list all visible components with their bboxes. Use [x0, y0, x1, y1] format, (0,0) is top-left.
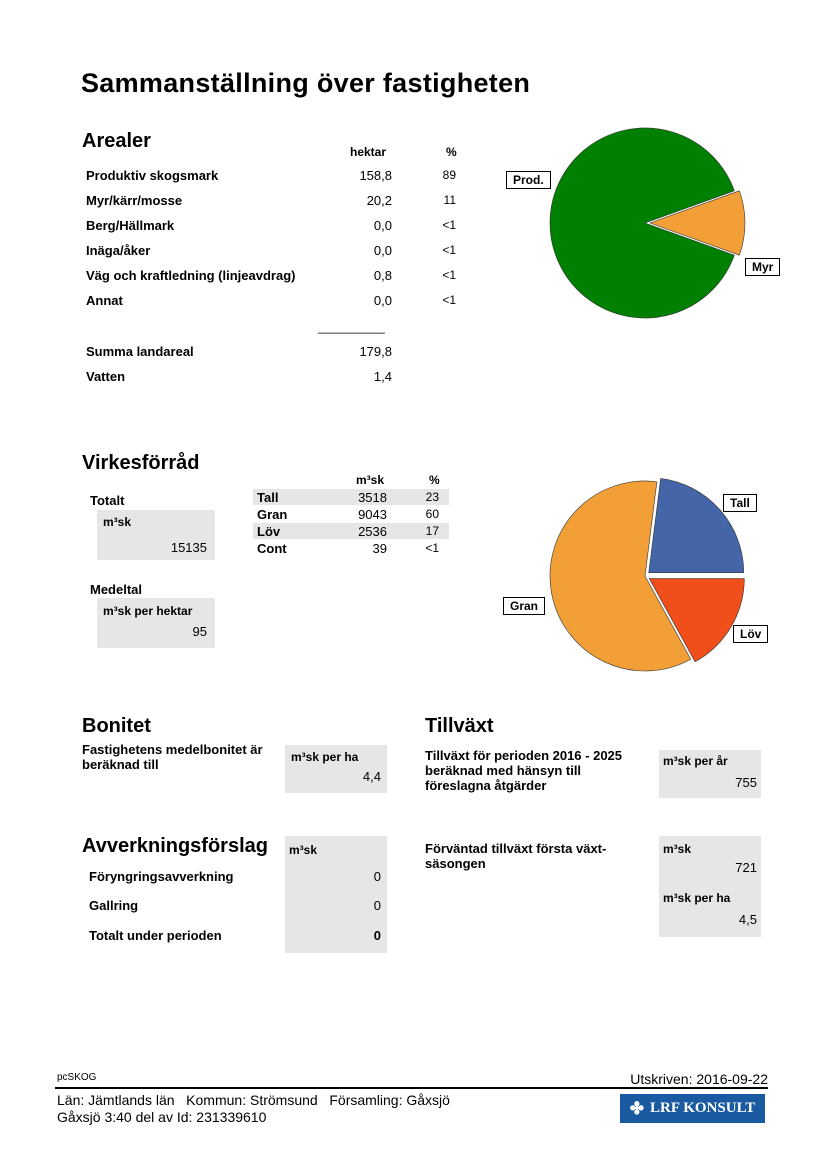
arealer-row-pct: <1: [442, 268, 456, 282]
virke-row-pct: <1: [425, 541, 439, 555]
avverkning-value-gallring: 0: [373, 898, 381, 913]
totalt-box: [97, 510, 215, 560]
virke-row: [253, 539, 449, 557]
arealer-row: [86, 168, 466, 193]
summa-landareal-label: Summa landareal: [86, 344, 194, 359]
page-title: Sammanställning över fastigheten: [81, 68, 531, 98]
arealer-row-pct: <1: [442, 293, 456, 307]
arealer-row: [86, 193, 466, 218]
virke-row-label: Tall: [257, 490, 279, 505]
medeltal-unit: m³sk per hektar: [103, 604, 193, 618]
arealer-row-hektar: 20,2: [366, 193, 392, 208]
tillvaxt-value: 755: [735, 775, 757, 790]
totalt-label: Totalt: [90, 493, 125, 508]
totalt-unit: m³sk: [103, 515, 132, 529]
arealer-row: [86, 218, 466, 243]
avverkning-label-foryngring: Föryngringsavverkning: [89, 869, 234, 884]
virke-table: [253, 489, 449, 557]
pie-label-tall: Tall: [723, 494, 757, 512]
tillvaxt-heading: Tillväxt: [425, 715, 494, 737]
pie-label-gran: Gran: [503, 597, 545, 615]
forvantad-box: [659, 836, 761, 937]
medeltal-label: Medeltal: [90, 582, 143, 597]
pie-slice-tall: [649, 478, 744, 572]
forvantad-unit1: m³sk: [663, 842, 692, 856]
pie-label-lov: Löv: [733, 625, 768, 643]
arealer-row-label: Myr/kärr/mosse: [86, 193, 183, 208]
arealer-row-label: Berg/Hällmark: [86, 218, 175, 233]
arealer-col-hektar: hektar: [350, 145, 387, 159]
footer-property: Gåxsjö 3:40 del av Id: 231339610: [57, 1109, 267, 1125]
arealer-row-label: Produktiv skogsmark: [86, 168, 219, 183]
avverkning-label-totalt: Totalt under perioden: [89, 928, 222, 943]
arealer-divider: __________: [318, 320, 385, 334]
virke-row: [253, 523, 449, 539]
virke-row-m3sk: 9043: [358, 507, 387, 522]
arealer-row: [86, 293, 466, 318]
forvantad-text: Förväntad tillväxt första växt-säsongen: [425, 841, 607, 871]
avverkning-heading: Avverkningsförslag: [82, 835, 268, 857]
arealer-row: [86, 243, 466, 268]
arealer-row-pct: <1: [442, 243, 456, 257]
arealer-row-label: Inäga/åker: [86, 243, 151, 258]
arealer-row-hektar: 0,8: [373, 268, 392, 283]
arealer-row-label: Väg och kraftledning (linjeavdrag): [86, 268, 296, 283]
pie-label-myr: Myr: [745, 258, 780, 276]
footer-divider: [55, 1087, 768, 1089]
bonitet-value: 4,4: [362, 769, 381, 784]
arealer-col-pct: %: [446, 145, 457, 159]
arealer-row: [86, 268, 466, 293]
tillvaxt-text: Tillväxt för perioden 2016 - 2025 beräknad med hänsyn till föreslagna åtgärder: [425, 748, 623, 793]
arealer-table: [86, 168, 466, 318]
forvantad-value2: 4,5: [738, 912, 757, 927]
arealer-row-pct: <1: [442, 218, 456, 232]
footer-location: Län: Jämtlands län Kommun: Strömsund Församling: Gåxsjö: [57, 1092, 450, 1108]
summa-landareal-value: 179,8: [359, 344, 392, 359]
virke-col-m3sk: m³sk: [356, 473, 385, 487]
virke-row-pct: 60: [425, 507, 439, 521]
footer-program: pcSKOG: [57, 1072, 97, 1083]
virke-row: [253, 489, 449, 505]
bonitet-text: Fastighetens medelbonitet är beräknad till: [82, 742, 263, 772]
avverkning-value-foryngring: 0: [373, 869, 381, 884]
arealer-row-hektar: 0,0: [373, 218, 392, 233]
avverkning-value-totalt: 0: [373, 928, 381, 943]
tillvaxt-unit: m³sk per år: [663, 754, 728, 768]
virke-row-m3sk: 3518: [358, 490, 387, 505]
medeltal-value: 95: [192, 624, 207, 639]
arealer-pie-chart: [500, 120, 800, 350]
virke-row-m3sk: 39: [372, 541, 387, 556]
arealer-row-hektar: 0,0: [373, 243, 392, 258]
bonitet-heading: Bonitet: [82, 715, 151, 737]
arealer-row-label: Annat: [86, 293, 123, 308]
virke-row: [253, 505, 449, 523]
virke-row-m3sk: 2536: [358, 524, 387, 539]
virke-row-pct: 17: [425, 524, 439, 538]
arealer-row-hektar: 158,8: [359, 168, 392, 183]
avverkning-box: [285, 836, 387, 953]
medeltal-box: [97, 598, 215, 648]
virke-col-pct: %: [429, 473, 440, 487]
totalt-value: 15135: [170, 540, 207, 555]
arealer-row-pct: 11: [443, 193, 456, 207]
virke-row-pct: 23: [425, 490, 439, 504]
pie-label-prod: Prod.: [506, 171, 551, 189]
virke-row-label: Gran: [257, 507, 288, 522]
avverkning-label-gallring: Gallring: [89, 898, 139, 913]
bonitet-box: [285, 745, 387, 793]
tillvaxt-box: [659, 750, 761, 798]
virke-row-label: Löv: [257, 524, 281, 539]
arealer-heading: Arealer: [82, 130, 151, 152]
arealer-row-pct: 89: [442, 168, 456, 182]
vatten-value: 1,4: [373, 369, 392, 384]
footer-utskriven: Utskriven: 2016-09-22: [630, 1071, 768, 1087]
forvantad-value1: 721: [735, 860, 757, 875]
logo-text: LRF KONSULT: [650, 1100, 756, 1116]
avverkning-unit: m³sk: [289, 843, 318, 857]
clover-icon: ✤: [629, 1098, 645, 1118]
forvantad-unit2: m³sk per ha: [663, 891, 731, 905]
company-logo: [620, 1094, 765, 1123]
arealer-row-hektar: 0,0: [373, 293, 392, 308]
virke-row-label: Cont: [257, 541, 287, 556]
virkesforrad-heading: Virkesförråd: [82, 452, 200, 474]
vatten-label: Vatten: [86, 369, 126, 384]
bonitet-unit: m³sk per ha: [291, 750, 359, 764]
